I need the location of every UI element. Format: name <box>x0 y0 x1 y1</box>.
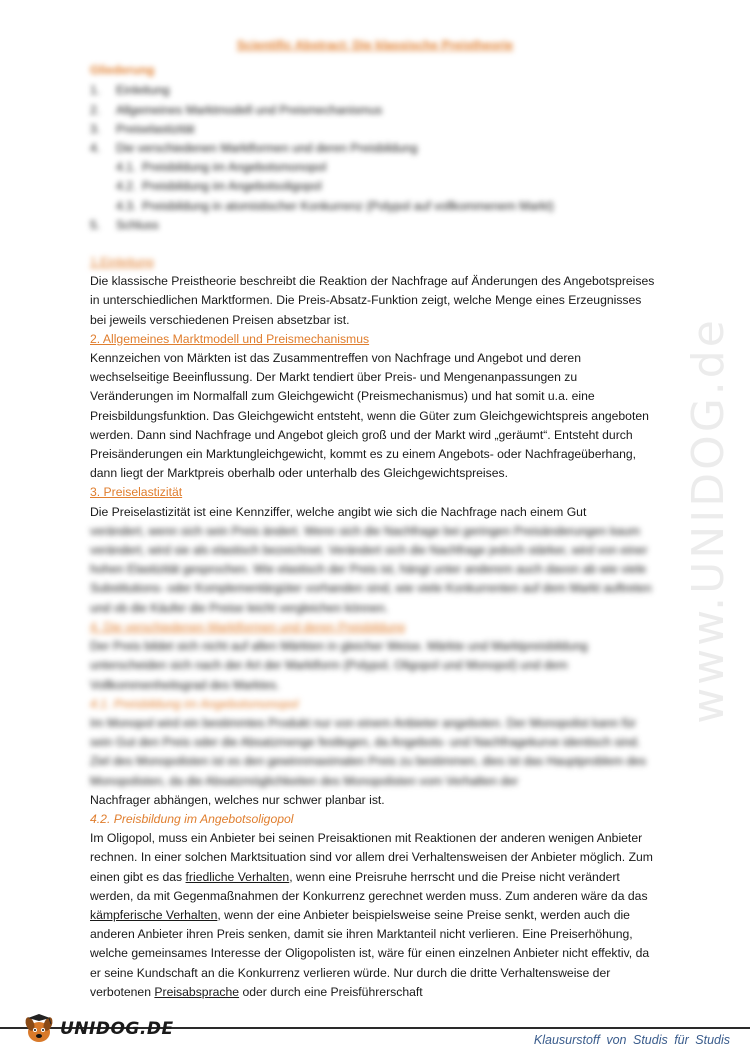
toc-item-number: 4.3. <box>116 198 137 213</box>
oligopol-text-1: Im Oligopol, muss ein Anbieter bei seinen Preisaktionen mit Reaktionen der anderen wenigen Anbieter rechnen. In einer solchen Marktsituation sind vor allem drei Verhaltensweisen der Anbieter möglich. Zum einen gibt es das <box>90 831 653 884</box>
section-text-einleitung: Die klassische Preistheorie beschreibt die Reaktion der Nachfrage auf Änderungen des Angebotspreises in unterschiedlichen Marktformen. Die Preis-Absatz-Funktion zeigt, welche Menge eines Erzeugnisses bei jeweils verschiedenen Preisen absetzbar ist. <box>90 274 655 327</box>
toc-item <box>90 81 660 100</box>
section-heading-marktmodell: 2. Allgemeines Marktmodell und Preismechanismus <box>90 331 370 346</box>
dog-logo-icon <box>22 1012 56 1046</box>
section-heading-monopol: 4.1. Preisbildung im Angebotsmonopol <box>90 696 299 711</box>
toc-item <box>90 120 660 139</box>
section-heading-oligopol: 4.2. Preisbildung im Angebotsoligopol <box>90 811 294 826</box>
section-text-marktformen: Der Preis bildet sich nicht auf allen Märkten in gleicher Weise. Märkte und Marktpreisbildung unterscheiden sich nach der Art der Marktform (Polypol, Oligopol und Monopol) und dem Vollkommenheitsgrad des Marktes. <box>90 639 588 692</box>
section-text-oligopol <box>90 829 660 1002</box>
toc-item-label: Preisbildung im Angebotsoligopol <box>142 179 322 194</box>
document-title: Scientific Abstract: Die klassische Preistheorie <box>236 38 514 52</box>
toc-item-label: Preiselastizität <box>116 121 195 136</box>
section-text-monopol-visible: Nachfrager abhängen, welches nur schwer planbar ist. <box>90 792 385 807</box>
toc-item-number: 3. <box>90 121 101 136</box>
blurred-header-block <box>90 36 660 272</box>
toc-item-label: Schluss <box>116 217 159 232</box>
term-friedliches-verhalten: friedliche Verhalten <box>185 869 290 884</box>
toc-item-label: Preisbildung im Angebotsmonopol <box>142 160 327 175</box>
oligopol-text-4: oder durch eine Preisführerschaft <box>239 984 423 999</box>
toc-item <box>90 101 660 120</box>
toc-item-number: 4.1. <box>116 160 137 175</box>
toc-item-number: 4. <box>90 141 101 156</box>
logo-text: UNIDOG.DE <box>60 1019 174 1039</box>
section-heading-einleitung: 1.Einleitung <box>90 255 154 270</box>
toc-item <box>90 216 660 235</box>
section-text-marktmodell: Kennzeichen von Märkten ist das Zusammentreffen von Nachfrage und Angebot und deren wechselseitige Beeinflussung. Der Markt tendiert über Preis- und Mengenanpassungen zu Veränderungen im Normalfall zum Gleichgewicht (Preismechanismus) und hat somit u.a. eine Preisbildungsfunktion. Das Gleichgewicht entsteht, wenn die Güter zum Gleichgewichtspreis angeboten werden. Dann sind Nachfrage und Angebot gleich groß und der Markt wird „geräumt“. Entsteht durch Preisänderungen ein Marktungleichgewicht, kommt es zu einem Angebots- oder Nachfrageüberhang, dann liegt der Marktpreis oberhalb oder unterhalb des Gleichgewichtspreises. <box>90 351 649 481</box>
section-text-preiselastizitaet-blurred: verändert, wenn sich sein Preis ändert. Wenn sich die Nachfrage bei geringen Preisänderungen kaum verändert, wird sie als elastisch bezeichnet. Verändert sich die Nachfrage jedoch stärker, wird von einer hohen Elastizität gesprochen. Wie elastisch der Preis ist, hängt unter anderem auch davon ab wie viele Substitutions- oder Komplementärgüter vorhanden sind, wie viele Konkurrenten auf dem Markt auftreten und ob die Käufer die Preise leicht vergleichen können. <box>90 523 652 615</box>
toc-item-number: 1. <box>90 83 101 98</box>
term-preisabsprache: Preisabsprache <box>154 984 240 999</box>
toc-item-number: 5. <box>90 217 101 232</box>
toc-item-label: Die verschiedenen Marktformen und deren Preisbildung <box>116 141 418 156</box>
watermark <box>682 285 734 755</box>
toc-item <box>90 158 660 177</box>
table-of-contents <box>90 81 660 235</box>
toc-heading: Gliederung <box>90 63 155 78</box>
footer-tagline: Klausurstoff von Studis für Studis <box>533 1033 730 1047</box>
toc-item <box>90 197 660 216</box>
toc-item <box>90 177 660 196</box>
blurred-middle-block <box>90 522 660 791</box>
section-heading-marktformen: 4. Die verschiedenen Marktformen und deren Preisbildung <box>90 619 406 634</box>
toc-item <box>90 139 660 158</box>
toc-item-label: Preisbildung in atomistischer Konkurrenz (Polypol auf vollkommenem Markt) <box>142 198 554 213</box>
watermark-text: www.UNIDOG.de <box>682 316 734 724</box>
toc-item-label: Einleitung <box>116 83 170 98</box>
toc-item-number: 4.2. <box>116 179 137 194</box>
term-kaempferisches-verhalten: kämpferische Verhalten <box>90 907 218 922</box>
toc-item-label: Allgemeines Marktmodell und Preismechanismus <box>116 102 383 117</box>
section-heading-preiselastizitaet: 3. Preiselastizität <box>90 485 183 500</box>
section-text-monopol-blurred: Im Monopol wird ein bestimmtes Produkt nur von einem Anbieter angeboten. Der Monopolist kann für sein Gut den Preis oder die Absatzmenge festlegen, da Angebots- und Nachfragekurve identisch sind. Ziel des Monopolisten ist es den gewinnmaximalen Preis zu bestimmen, dies ist das Hauptproblem des Monopolisten, da die Absatzmöglichkeiten des Monopolisten vom Verhalten der <box>90 715 647 788</box>
oligopol-text-2: , wenn eine Preisruhe herrscht und die Preise nicht verändert werden, da mit Gegenmaßnahmen der Konkurrenz gerechnet werden muss. Zum anderen wäre da das <box>90 869 648 903</box>
footer-logo <box>22 1012 174 1046</box>
toc-item-number: 2. <box>90 102 101 117</box>
oligopol-text-3: , wenn der eine Anbieter beispielsweise seine Preise senkt, werden auch die anderen Anbieter ihren Preis senken, damit sie ihren Marktanteil nicht verlieren. Eine Preiserhöhung, welche gemeinsames Interesse der Oligopolisten ist, wäre für einen einzelnen Anbieter nicht effektiv, da er seine Kundschaft an die Konkurrenz verlieren würde. Nur durch die dritte Verhaltensweise der verbotenen <box>90 907 650 999</box>
section-text-preiselastizitaet-visible: Die Preiselastizität ist eine Kennziffer, welche angibt wie sich die Nachfrage nach einem Gut <box>90 504 587 519</box>
document-body <box>90 36 660 1002</box>
